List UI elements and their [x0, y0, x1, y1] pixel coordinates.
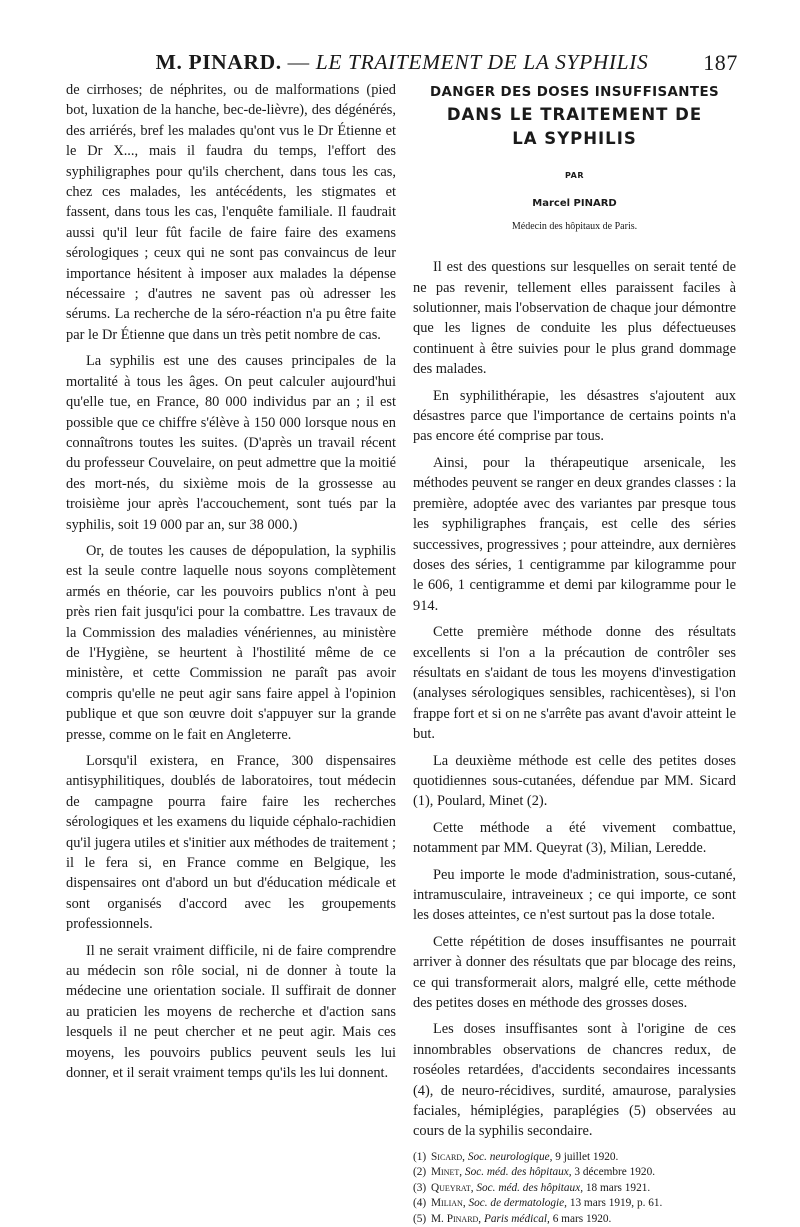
- footnote: [413, 1165, 736, 1181]
- footnote: [413, 1212, 736, 1227]
- article-par: PAR: [565, 171, 584, 180]
- article-affiliation: Médecin des hôpitaux de Paris.: [511, 220, 638, 232]
- running-head-dash: —: [287, 50, 310, 74]
- footnote-source: Soc. méd. des hôpitaux,: [464, 1166, 572, 1179]
- footnote-source: Soc. neurologique,: [467, 1150, 553, 1163]
- article-title-line-2: LA SYPHILIS: [512, 129, 637, 148]
- article-author: Marcel PINARD: [532, 198, 617, 210]
- footnote-number: (2): [413, 1166, 427, 1179]
- footnote: [413, 1196, 736, 1212]
- article-title-line-1: DANS LE TRAITEMENT DE: [446, 105, 703, 124]
- article-paragraph-4: Cette première méthode donne des résultats excellents si l'on a la précaution de contrôler ses résultats en s'aidant de tous les moyens d'investigation (analyses sérologiques sensibles, rachicentèses), si l'on frappe fort et si on ne s'arrête pas avant d'avoir atteint le but.: [413, 624, 736, 743]
- footnote: [413, 1150, 736, 1166]
- left-column: [66, 80, 396, 1090]
- left-paragraph-1: de cirrhoses; de néphrites, ou de malformations (pied bot, luxation de la hanche, bec-de-lièvre), des dégénérés, des arriérés, bref les malades qu'ont vus le Dr Étienne et le Dr X..., mais il faudra du temps, l'effort des syphiligraphes pour qu'ils cherchent, dans tous les cas, chez ces malades, les antécédents, les stigmates et fassent, dans tous les cas, l'enquête familiale. Il faudrait aussi qu'il leur fût facile de faire faire des examens sérologiques ; ceux qui ne sont pas convaincus de leur importance hésitent à imposer aux malades la dépense nécessaire ; d'autres ne savent pas où adresser les sérums. La recherche de la séro-réaction n'a pu être faite par le Dr Étienne que dans un très petit nombre de cas.: [66, 82, 396, 343]
- footnote-number: (1): [413, 1150, 427, 1163]
- page-number: 187: [703, 50, 738, 75]
- footnote-date: 13 mars 1919, p. 61.: [569, 1197, 663, 1210]
- article-paragraph-1: Il est des questions sur lesquelles on serait tenté de ne pas revenir, tellement elles paraissent faciles à solutionner, mais l'observation de chaque jour démontre que les lignes de conduite les plus défectueuses continuent à être suivies pour le plus grand dommage des malades.: [413, 259, 736, 378]
- running-head-author: M. PINARD.: [155, 50, 282, 74]
- footnote-author: M. Pinard,: [431, 1212, 482, 1225]
- footnote-source: Soc. méd. des hôpitaux,: [476, 1181, 584, 1194]
- right-column: [413, 84, 736, 1227]
- footnote-number: (5): [413, 1212, 427, 1225]
- footnotes: [413, 1150, 736, 1227]
- article-paragraph-3: Ainsi, pour la thérapeutique arsenicale, les méthodes peuvent se ranger en deux grandes classes : la première, adoptée avec des variantes par presque tous les syphiligraphes français, est celle des séries successives, progressives ; pour atteindre, aux dernières doses des séries, 1 centigramme par kilogramme pour le 606, 1 centigramme et demi par kilogramme pour le 914.: [413, 454, 736, 614]
- footnote-author: Milian,: [431, 1197, 466, 1210]
- left-paragraph-2: La syphilis est une des causes principales de la mortalité à tous les âges. On peut calculer aujourd'hui qu'elle tue, en France, 80 000 individus par an ; il est possible que ce chiffre s'élève à 150 000 lorsque nous en connaîtrons toutes les suites. (D'après un travail récent du professeur Couvelaire, on peut admettre que la moitié des mort-nés, du sixième mois de la grossesse au troisième jour après l'accouchement, sont tués par la syphilis, soit 19 000 par an, sur 38 000.): [66, 353, 396, 533]
- running-head: [66, 50, 738, 84]
- footnote-number: (4): [413, 1197, 427, 1210]
- article-paragraph-9: Les doses insuffisantes sont à l'origine de ces innombrables observations de chancres redux, de roséoles retardées, d'accidents secondaires incessants (4), de neuro-récidives, surdité, amaurose, paralysies faciales, hémiplégies, paraplégies (5) observées au cours de la syphilis secondaire.: [413, 1021, 736, 1140]
- running-head-title: LE TRAITEMENT DE LA SYPHILIS: [315, 50, 649, 74]
- footnote: [413, 1181, 736, 1197]
- article-kicker: DANGER DES DOSES INSUFFISANTES: [429, 85, 720, 100]
- footnote-date: 9 juillet 1920.: [555, 1150, 619, 1163]
- article-paragraph-2: En syphilithérapie, les désastres s'ajoutent aux désastres parce que l'importance de certains points n'a pas encore été comprise par tous.: [413, 387, 736, 445]
- footnote-date: 3 décembre 1920.: [574, 1166, 656, 1179]
- footnote-number: (3): [413, 1181, 427, 1194]
- left-paragraph-4: Lorsqu'il existera, en France, 300 dispensaires antisyphilitiques, doublés de laboratoires, tout médecin de campagne pourra faire faire les recherches sérologiques et les examens du liquide céphalo-rachidien qu'il jugera utiles et s'initier aux méthodes de traitement ; il le fera si, en France comme en Belgique, les dispensaires ont d'abord un but d'éducation médicale et sont organisés d'accord avec les groupements professionnels.: [66, 753, 396, 933]
- left-paragraph-3: Or, de toutes les causes de dépopulation, la syphilis est la seule contre laquelle nous soyons complètement armés en théorie, car les pouvoirs publics n'ont à peu près rien fait jusqu'ici pour la combattre. Les travaux de la Commission des maladies vénériennes, au ministère de l'Hygiène, se heurtent à l'hostilité même de ce ministère, et cette Commission ne paraît pas avoir compris qu'elle ne peut agir sans faire appel à l'opinion publique et que son œuvre doit s'appuyer sur la grande presse, comme on le fait en Angleterre.: [66, 542, 396, 743]
- footnote-author: Queyrat,: [431, 1181, 474, 1194]
- left-paragraph-5: Il ne serait vraiment difficile, ni de faire comprendre au médecin son rôle social, ni de donner à toute la médecine une orientation sociale. Il suffirait de donner au praticien les moyens de recherche et d'action sans lesquels il ne peut chercher et ne peut agir. Mais ces moyens, les pouvoirs publics peuvent seuls les lui donner, et il serait vraiment temps qu'ils les lui donnent.: [66, 942, 396, 1082]
- footnote-author: Minet,: [431, 1166, 463, 1179]
- footnote-author: Sicard,: [431, 1150, 465, 1163]
- article-paragraph-7: Peu importe le mode d'administration, sous-cutané, intramusculaire, intraveineux ; ce qui importe, ce sont les doses atteintes, ce n'est surtout pas la dose totale.: [413, 866, 736, 924]
- article-paragraph-8: Cette répétition de doses insuffisantes ne pourrait arriver à donner des résultats que par blocage des reins, ce qui transformerait alors, malgré elle, cette méthode des petites doses en méthode des grosses doses.: [413, 933, 736, 1012]
- footnote-date: 6 mars 1920.: [552, 1212, 612, 1225]
- footnote-source: Soc. de dermatologie,: [468, 1197, 567, 1210]
- article-paragraph-5: La deuxième méthode est celle des petites doses quotidiennes sous-cutanées, défendue par MM. Sicard (1), Poulard, Minet (2).: [413, 752, 736, 810]
- article-paragraph-6: Cette méthode a été vivement combattue, notamment par MM. Queyrat (3), Milian, Leredde.: [413, 819, 736, 857]
- footnote-source: Paris médical,: [483, 1212, 550, 1225]
- footnote-date: 18 mars 1921.: [585, 1181, 651, 1194]
